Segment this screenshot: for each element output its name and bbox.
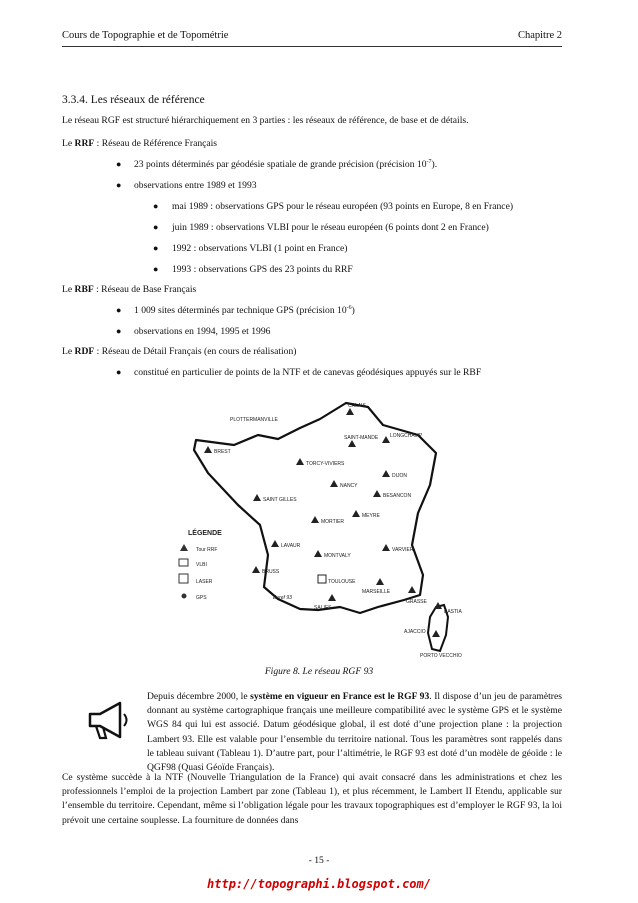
megaphone-icon [86,700,132,740]
body-paragraph: Ce système succède à la NTF (Nouvelle Triangulation de la France) qui avait consacré dans les administrations et chez les professionnels l’emploi de la projection Lambert par zone (Tableau 1), et plus récemment, le Lambert II Etendu, applicable sur l’ensemble du territoire. Cependant, même si l’obligation légale pour les travaux topographiques est d’employer le RGF 93, la loi prévoit une certaine souplesse. La fourniture de données dans [62,772,562,826]
header-rule [62,46,562,47]
figure-caption: Figure 8. Le réseau RGF 93 [264,666,374,677]
place-label: TORCY-VIVIERS [306,461,345,467]
place-label: MEYRE [362,513,380,519]
legend-vlbi-icon [179,559,188,566]
sub-bullet-dot: ● [153,264,159,274]
rrf-bullet-2: observations entre 1989 et 1993 [134,180,257,191]
place-label: MONTVALY [324,553,351,559]
place-label: AJACCIO [404,629,426,635]
place-label: DIJON [392,473,407,479]
rrf-bullet-1: 23 points déterminés par géodésie spatiale de grande précision (précision $10^{-7}$). [134,158,438,170]
place-label: TOULOUSE [328,579,356,585]
rgf93-network-map [168,395,478,660]
rdf-heading: Le RDF : Réseau de Détail Français (en cours de réalisation) [62,346,297,357]
legend-gps-icon [182,594,187,599]
place-label: NANCY [340,483,358,489]
place-label: BESANCON [383,493,412,499]
bullet-dot: ● [116,326,122,336]
bullet-dot: ● [116,305,122,315]
footer-url-link[interactable]: http://topographi.blogspot.com/ [207,877,431,891]
rbf-abbr: RBF [74,284,94,295]
bullet-dot: ● [116,367,122,377]
place-label: SAINT-MANDE [344,435,379,441]
note-emphasis: système en vigueur en France est le RGF 93 [250,691,430,702]
place-label: PORTO VECCHIO [420,653,462,659]
place-label: LONGCHAMP [390,433,423,439]
rrf-sub-item: 1992 : observations VLBI (1 point en France) [172,243,348,254]
sub-bullet-dot: ● [153,201,159,211]
place-label: LAVAUR [281,543,301,549]
rbf-heading: Le RBF : Réseau de Base Français [62,284,197,295]
page-number: - 15 - [308,855,330,866]
intro-text: Le réseau RGF est structuré hiérarchiquement en 3 parties : les réseaux de référence, de base et de détails. [62,115,469,126]
map-stamp: Euref 93 [273,595,292,601]
sub-bullet-dot: ● [153,222,159,232]
legend-laser-icon [179,574,188,583]
place-label: BRUSS [262,569,280,575]
legend-item: VLBI [196,562,207,568]
section-title: 3.3.4. Les réseaux de référence [62,94,205,106]
header-chapter: Chapitre 2 [517,30,562,41]
rdf-bullet-1: constitué en particulier de points de la NTF et de canevas géodésiques appuyés sur le RBF [134,367,482,378]
place-label: BASTIA [444,609,462,615]
rrf-heading: Le RRF : Réseau de Référence Français [62,138,218,149]
place-label: GRASSE [406,599,427,605]
rrf-sub-item: mai 1989 : observations GPS pour le réseau européen (93 points en Europe, 8 en France) [172,201,514,212]
place-label: MARSEILLE [362,589,391,595]
legend-item: Tour RRF [196,547,218,553]
rdf-abbr: RDF [74,346,95,357]
legend-item: LASER [196,579,213,585]
rgf93-note: Depuis décembre 2000, le système en vigueur en France est le RGF 93. Il dispose d’un jeu de paramètres donnant au système cartographique français une meilleure compatibilité avec le système GPS et le système WGS 84 qui lui est associé. Datum géodésique global, il est doté d’une projection plane : la projection Lambert 93. Elle est valable pour l’ensemble du territoire national. Tous les paramètres sont rappelés dans le tableau suivant (Tableau 1). D’autre part, pour l’altimétrie, le RGF 93 est doté d’un modèle de géoïde : le QGF98 (Quasi Géoïde Français). [147,691,562,774]
place-label: SALIES [314,605,332,611]
rbf-bullet-1: 1 009 sites déterminés par technique GPS (précision $10^{-6}$) [134,304,355,316]
place-label: CALAIS [348,403,366,409]
legend-item: GPS [196,595,207,601]
rrf-sub-item: 1993 : observations GPS des 23 points du RRF [172,264,353,275]
bullet-dot: ● [116,180,122,190]
legend-title: LÉGENDE [188,530,222,537]
place-label: BREST [214,449,231,455]
place-label: PLOTTERMANVILLE [230,417,278,423]
place-label: VARVIER [392,547,414,553]
rrf-abbr: RRF [74,138,95,149]
header-course-title: Cours de Topographie et de Topométrie [62,30,229,41]
place-label: SAINT GILLES [263,497,297,503]
rbf-bullet-2: observations en 1994, 1995 et 1996 [134,326,271,337]
rrf-sub-item: juin 1989 : observations VLBI pour le réseau européen (6 points dont 2 en France) [172,222,489,233]
bullet-dot: ● [116,159,122,169]
place-label: MORTIER [321,519,344,525]
legend-rrf-icon [180,544,188,551]
sub-bullet-dot: ● [153,243,159,253]
